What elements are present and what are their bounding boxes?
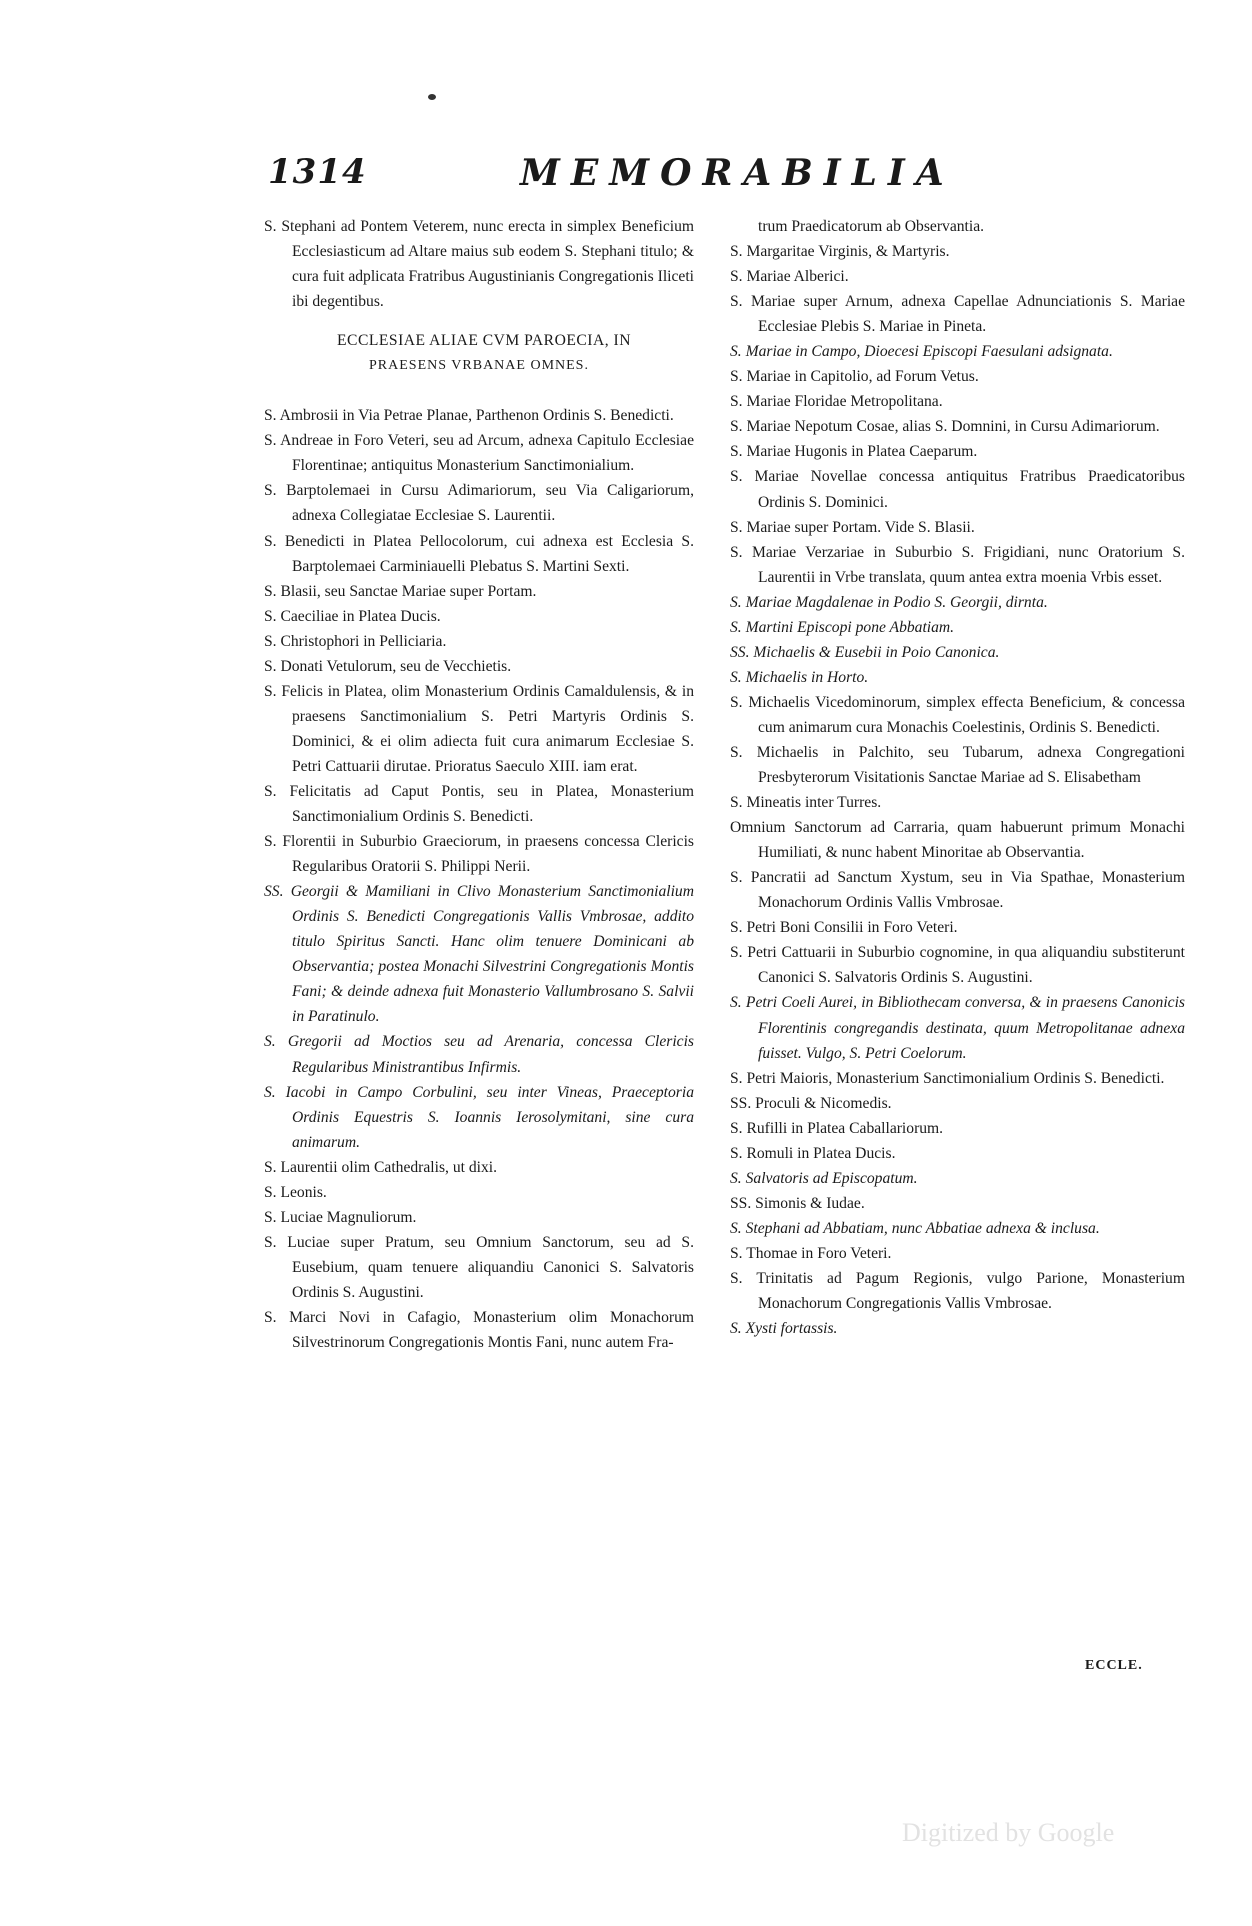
- digitization-watermark: Digitized by Google: [902, 1818, 1115, 1847]
- church-entry: S. Petri Coeli Aurei, in Bibliothecam conversa, & in praesens Canonicis Florentinis congregandis destinata, quum Metropolitanae adnexa fuisset. Vulgo, S. Petri Coelorum.: [730, 994, 1185, 1062]
- section-heading: [264, 328, 694, 378]
- church-entry: S. Romuli in Platea Ducis.: [730, 1144, 896, 1162]
- right-column: [730, 214, 1185, 1341]
- church-entry: S. Salvatoris ad Episcopatum.: [730, 1169, 918, 1187]
- church-entry: S. Blasii, seu Sanctae Mariae super Portam.: [264, 582, 537, 600]
- church-entry: S. Luciae super Pratum, seu Omnium Sanctorum, seu ad S. Eusebium, quam tenuere aliquandiu Canonici S. Salvatoris Ordinis S. Augustini.: [264, 1233, 694, 1301]
- church-entry: S. Barptolemaei in Cursu Adimariorum, seu Via Caligariorum, adnexa Collegiatae Ecclesiae S. Laurentii.: [264, 482, 694, 525]
- church-entry: S. Mariae Alberici.: [730, 268, 849, 286]
- church-entry: S. Mariae Nepotum Cosae, alias S. Domnini, in Cursu Adimariorum.: [730, 418, 1160, 436]
- church-entry: S. Petri Maioris, Monasterium Sanctimonialium Ordinis S. Benedicti.: [730, 1069, 1165, 1087]
- church-entry: S. Petri Cattuarii in Suburbio cognomine, in qua aliquandiu substiterunt Canonici S. Salvatoris Ordinis S. Augustini.: [730, 944, 1185, 987]
- church-entry: S. Florentii in Suburbio Graeciorum, in praesens concessa Clericis Regularibus Oratorii S. Philippi Nerii.: [264, 833, 694, 876]
- church-entry: S. Rufilli in Platea Caballariorum.: [730, 1119, 944, 1137]
- running-title: MEMORABILIA: [520, 152, 955, 194]
- church-entry: S. Laurentii olim Cathedralis, ut dixi.: [264, 1158, 498, 1176]
- church-entry: Omnium Sanctorum ad Carraria, quam habuerunt primum Monachi Humiliati, & nunc habent Minoritae ab Observantia.: [730, 819, 1185, 862]
- page-number: 1314: [268, 152, 367, 192]
- church-entry: trum Praedicatorum ab Observantia.: [758, 218, 985, 235]
- church-entry: S. Martini Episcopi pone Abbatiam.: [730, 618, 955, 636]
- church-entry: S. Mariae Verzariae in Suburbio S. Frigidiani, nunc Oratorium S. Laurentii in Vrbe translata, quum antea extra moenia Vrbis esset.: [730, 543, 1185, 586]
- left-top-entries: [264, 214, 694, 314]
- church-entry: S. Marci Novi in Cafagio, Monasterium olim Monachorum Silvestrinorum Congregationis Montis Fani, nunc autem Fra-: [264, 1308, 694, 1352]
- church-entry: S. Michaelis Vicedominorum, simplex effecta Beneficium, & concessa cum animarum cura Monachis Coelestinis, Ordinis S. Benedicti.: [730, 693, 1185, 736]
- church-entry: S. Andreae in Foro Veteri, seu ad Arcum, adnexa Capitulo Ecclesiae Florentinae; antiquitus Monasterium Sanctimonialium.: [264, 432, 694, 475]
- church-entry: S. Ambrosii in Via Petrae Planae, Parthenon Ordinis S. Benedicti.: [264, 407, 674, 425]
- church-entry: S. Mariae in Capitolio, ad Forum Vetus.: [730, 368, 979, 386]
- page-header: [268, 152, 1088, 200]
- catchword: ECCLE.: [1085, 1658, 1143, 1673]
- church-entry: S. Stephani ad Pontem Veterem, nunc erecta in simplex Beneficium Ecclesiasticum ad Altare maius sub eodem S. Stephani titulo; & cura fuit adplicata Fratribus Augustinianis Congregationis Iliceti ibi degentibus.: [264, 218, 694, 311]
- left-entry-list: [264, 403, 694, 1355]
- church-entry: SS. Simonis & Iudae.: [730, 1194, 865, 1212]
- church-entry: S. Pancratii ad Sanctum Xystum, seu in Via Spathae, Monasterium Monachorum Ordinis Vallis Vmbrosae.: [730, 869, 1185, 912]
- church-entry: S. Iacobi in Campo Corbulini, seu inter Vineas, Praeceptoria Ordinis Equestris S. Ioannis Ierosolymitani, sine cura animarum.: [264, 1083, 694, 1151]
- church-entry: S. Caeciliae in Platea Ducis.: [264, 607, 441, 625]
- church-entry: S. Xysti fortassis.: [730, 1320, 838, 1338]
- church-entry: S. Christophori in Pelliciaria.: [264, 632, 447, 650]
- right-entry-list: [730, 214, 1185, 1341]
- church-entry: S. Petri Boni Consilii in Foro Veteri.: [730, 919, 958, 937]
- church-entry: S. Donati Vetulorum, seu de Vecchietis.: [264, 657, 512, 675]
- church-entry: SS. Proculi & Nicomedis.: [730, 1094, 892, 1112]
- church-entry: S. Benedicti in Platea Pellocolorum, cui adnexa est Ecclesia S. Barptolemaei Carminiauelli Plebatus S. Martini Sexti.: [264, 532, 694, 575]
- church-entry: S. Mariae Magdalenae in Podio S. Georgii, dirnta.: [730, 593, 1048, 611]
- church-entry: S. Mariae Hugonis in Platea Caeparum.: [730, 443, 978, 461]
- church-entry: SS. Michaelis & Eusebii in Poio Canonica.: [730, 643, 1000, 661]
- church-entry: S. Felicis in Platea, olim Monasterium Ordinis Camaldulensis, & in praesens Sanctimonialium S. Petri Martyris Ordinis S. Dominici, & ei olim adiecta fuit cura animarum Ecclesiae S. Petri Cattuarii dirutae. Prioratus Saeculo XIII. iam erat.: [264, 682, 694, 775]
- church-entry: S. Michaelis in Horto.: [730, 668, 869, 686]
- church-entry: S. Michaelis in Palchito, seu Tubarum, adnexa Congregationi Presbyterorum Visitationis Sanctae Mariae ad S. Elisabetham: [730, 743, 1185, 787]
- church-entry: S. Gregorii ad Moctios seu ad Arenaria, concessa Clericis Regularibus Ministrantibus Infirmis.: [264, 1033, 694, 1076]
- church-entry: S. Felicitatis ad Caput Pontis, seu in Platea, Monasterium Sanctimonialium Ordinis S. Benedicti.: [264, 782, 694, 826]
- section-heading-line2: PRAESENS VRBANAE OMNES.: [369, 358, 589, 374]
- church-entry: S. Leonis.: [264, 1183, 327, 1201]
- church-entry: S. Mariae in Campo, Dioecesi Episcopi Faesulani adsignata.: [730, 343, 1113, 361]
- church-entry: S. Mariae Novellae concessa antiquitus Fratribus Praedicatoribus Ordinis S. Dominici.: [730, 468, 1185, 511]
- church-entry: S. Luciae Magnuliorum.: [264, 1208, 417, 1226]
- church-entry: S. Mariae Floridae Metropolitana.: [730, 393, 943, 411]
- ink-smudge: [428, 94, 436, 100]
- church-entry: SS. Georgii & Mamiliani in Clivo Monasterium Sanctimonialium Ordinis S. Benedicti Congregationis Vallis Vmbrosae, addito titulo Spiritus Sancti. Hanc olim tenuere Dominicani ab Observantia; postea Monachi Silvestrini Congregationis Montis Fani; & deinde adnexa fuit Monasterio Vallumbrosano S. Salvii in Paratinulo.: [264, 883, 694, 1026]
- left-column: [264, 214, 694, 1355]
- church-entry: S. Margaritae Virginis, & Martyris.: [730, 243, 950, 261]
- church-entry: S. Mariae super Arnum, adnexa Capellae Adnunciationis S. Mariae Ecclesiae Plebis S. Mariae in Pineta.: [730, 293, 1185, 336]
- church-entry: S. Thomae in Foro Veteri.: [730, 1244, 892, 1262]
- church-entry: S. Trinitatis ad Pagum Regionis, vulgo Parione, Monasterium Monachorum Congregationis Vallis Vmbrosae.: [730, 1269, 1185, 1313]
- church-entry: S. Mineatis inter Turres.: [730, 794, 882, 812]
- church-entry: S. Stephani ad Abbatiam, nunc Abbatiae adnexa & inclusa.: [730, 1219, 1100, 1237]
- section-heading-line1: ECCLESIAE ALIAE CVM PAROECIA, IN: [337, 332, 631, 350]
- church-entry: S. Mariae super Portam. Vide S. Blasii.: [730, 518, 975, 536]
